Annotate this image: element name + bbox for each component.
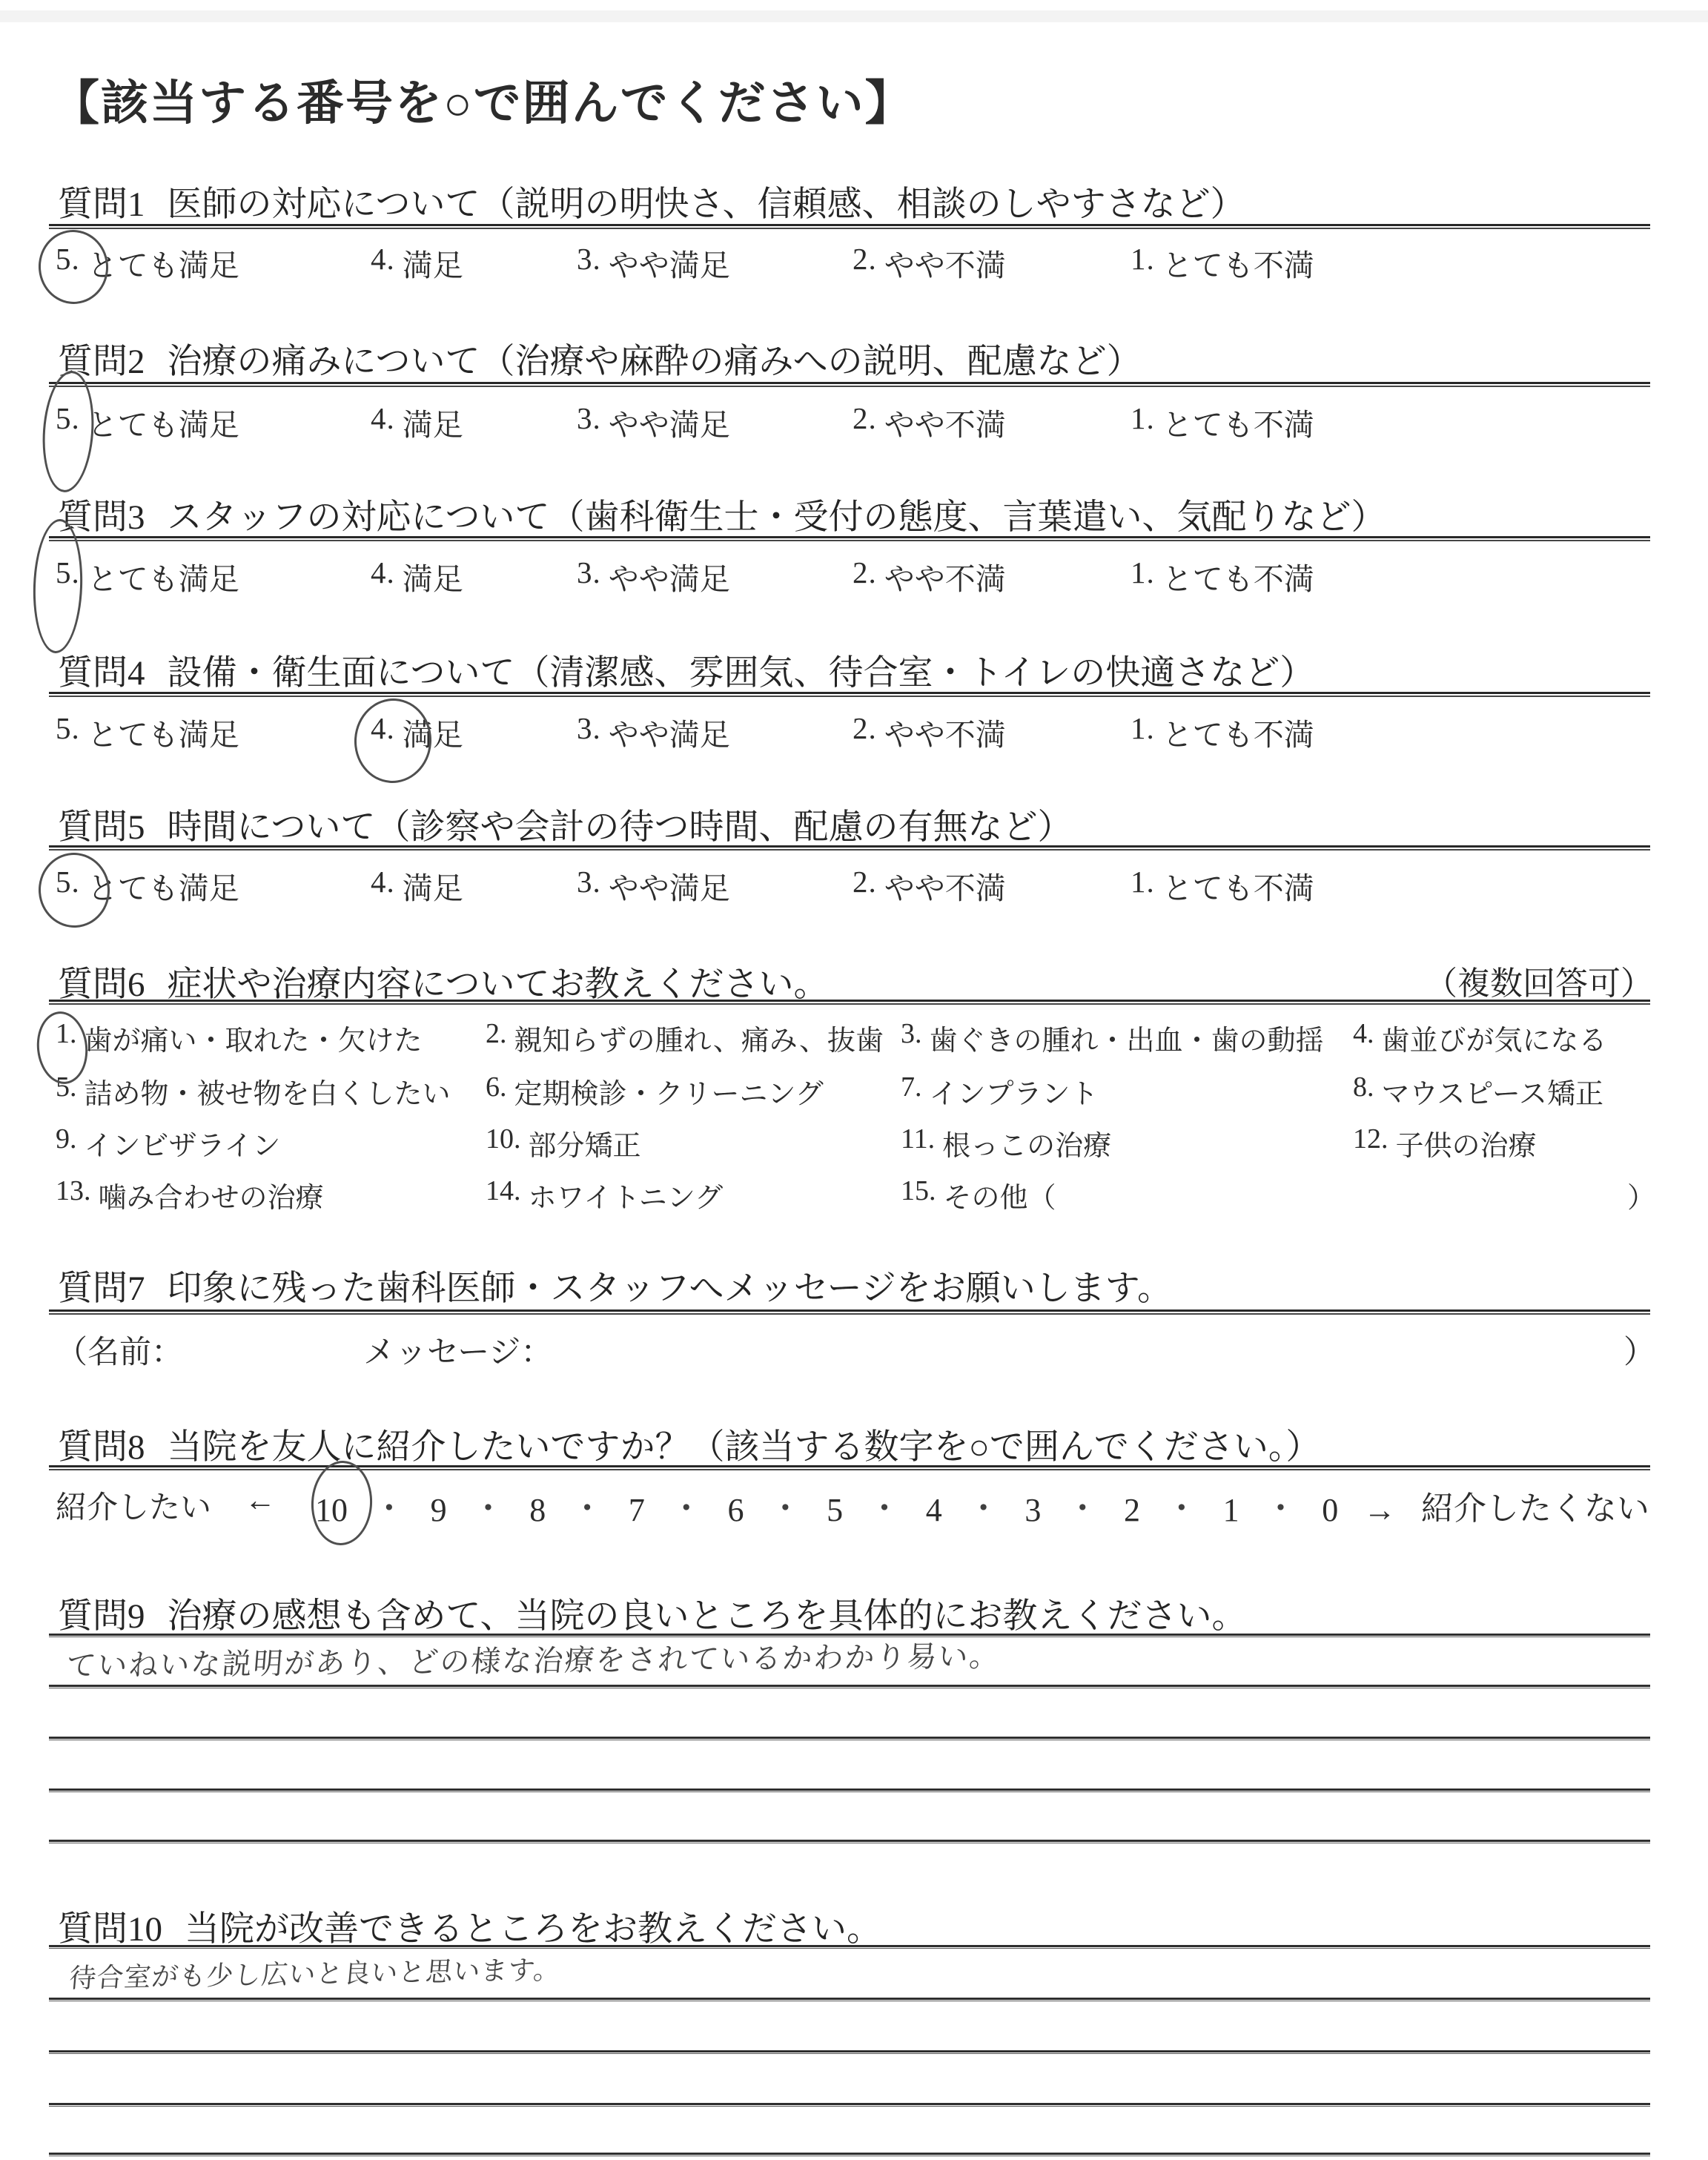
nps-separator: ・ (471, 1490, 505, 1527)
nps-number-5: 5 (827, 1492, 844, 1528)
q6-title: 症状や治療内容についてお教えください。 (167, 965, 829, 1004)
q10-line-3 (49, 2050, 1650, 2054)
q1-options (0, 241, 1708, 293)
q4-rule (49, 692, 1650, 697)
q1-rule (49, 224, 1650, 229)
q1-title: 医師の対応について（説明の明快さ、信頼感、相談のしやすさなど） (167, 185, 1245, 224)
q3-header (58, 489, 1386, 539)
q7-label: 質問7 (58, 1269, 145, 1308)
q6-option-9: 9. インビザライン (56, 1123, 281, 1162)
q5-option-3: 3. やや満足 (577, 865, 730, 905)
q10-title: 当院が改善できるところをお教えください。 (185, 1910, 881, 1949)
q5-options (0, 864, 1708, 916)
nps-number-4: 4 (925, 1492, 942, 1528)
nps-left-label: 紹介したい (56, 1491, 212, 1525)
q8-header (58, 1419, 1320, 1469)
q4-title: 設備・衛生面について（清潔感、雰囲気、待合室・トイレの快適さなど） (167, 654, 1315, 693)
nps-separator: ・ (867, 1490, 901, 1527)
nps-scale (315, 1482, 1649, 1529)
q4-selection-circle (351, 696, 434, 786)
q6-header (58, 957, 829, 1006)
q4-option-5: 5. とても満足 (56, 711, 239, 752)
nps-separator: ・ (1165, 1490, 1198, 1527)
q3-rule (49, 536, 1650, 541)
q7-close-paren: ） (1623, 1335, 1655, 1370)
left-arrow-icon: ← (245, 1484, 276, 1518)
q9-handwritten-answer: ていねいな説明があり、どの様な治療をされているかわかり易い。 (64, 1639, 1002, 1684)
q3-options (0, 555, 1708, 607)
q1-option-5: 5. とても満足 (56, 242, 239, 283)
q4-option-3: 3. やや満足 (577, 711, 730, 752)
q1-option-4: 4. 満足 (371, 242, 463, 283)
nps-number-8: 8 (529, 1492, 546, 1528)
q9-line-5 (49, 1840, 1650, 1843)
nps-separator: ・ (372, 1490, 406, 1527)
q6-option-12: 12. 子供の治療 (1353, 1123, 1537, 1162)
q2-options (0, 400, 1708, 452)
q7-title: 印象に残った歯科医師・スタッフへメッセージをお願いします。 (167, 1269, 1172, 1308)
q2-selection-circle (39, 369, 97, 494)
q10-line-1 (49, 1945, 1650, 1949)
q4-label: 質問4 (58, 654, 145, 693)
q2-header (58, 334, 1142, 383)
q10-handwritten-answer: 待合室がも少し広いと良いと思います。 (67, 1955, 563, 1995)
q6-option-8: 8. マウスピース矯正 (1353, 1071, 1603, 1110)
nps-number-7: 7 (628, 1492, 645, 1528)
q6-option-7: 7. インプラント (901, 1071, 1099, 1110)
q5-option-5: 5. とても満足 (56, 865, 239, 905)
q3-option-3: 3. やや満足 (577, 555, 730, 596)
q4-options (0, 710, 1708, 762)
scan-artifact-band (0, 10, 1708, 22)
q2-rule (49, 382, 1650, 387)
q1-option-3: 3. やや満足 (577, 242, 730, 283)
q5-label: 質問5 (58, 808, 145, 847)
q7-rule (49, 1309, 1650, 1315)
q9-line-3 (49, 1737, 1650, 1740)
q7-message-label: メッセージ： (363, 1335, 553, 1370)
q2-option-1: 1. とても不満 (1131, 401, 1314, 442)
q10-line-2 (49, 1998, 1650, 2001)
q6-option-15: 15. その他（ (901, 1175, 1056, 1214)
q5-rule (49, 845, 1650, 851)
nps-separator: ・ (967, 1490, 1000, 1527)
q2-option-2: 2. やや不満 (853, 401, 1006, 442)
q6-option-11: 11. 根っこの治療 (901, 1123, 1112, 1162)
nps-number-3: 3 (1025, 1492, 1042, 1528)
q1-option-1: 1. とても不満 (1131, 242, 1314, 283)
q6-option-14: 14. ホワイトニング (486, 1175, 724, 1214)
nps-separator: ・ (1066, 1490, 1099, 1527)
q4-option-1: 1. とても不満 (1131, 711, 1314, 752)
q6-rule (49, 1000, 1650, 1005)
nps-separator: ・ (669, 1490, 703, 1527)
q6-option-15-close-paren: ） (1627, 1183, 1656, 1214)
nps-number-9: 9 (430, 1492, 447, 1528)
q9-title: 治療の感想も含めて、当院の良いところを具体的にお教えください。 (167, 1597, 1247, 1636)
q8-rule (49, 1465, 1650, 1470)
q9-label: 質問9 (58, 1597, 145, 1636)
q2-option-4: 4. 満足 (371, 401, 463, 442)
q10-label: 質問10 (58, 1910, 162, 1949)
q6-option-10: 10. 部分矯正 (486, 1123, 641, 1162)
page-title: 【該当する番号を○で囲んでください】 (52, 77, 914, 130)
q5-selection-circle (36, 851, 113, 930)
q10-line-4 (49, 2103, 1650, 2107)
q6-option-1: 1. 歯が痛い・取れた・欠けた (56, 1018, 423, 1057)
q3-option-2: 2. やや不満 (853, 555, 1006, 596)
nps-separator: ・ (1264, 1490, 1297, 1527)
q4-header (58, 645, 1314, 695)
nps-number-6: 6 (727, 1492, 744, 1528)
q1-header (58, 176, 1245, 226)
q3-option-4: 4. 満足 (371, 555, 463, 596)
q6-option-6: 6. 定期検診・クリーニング (486, 1071, 824, 1110)
q10-header (58, 1901, 881, 1951)
q2-option-5: 5. とても満足 (56, 401, 239, 442)
q2-option-3: 3. やや満足 (577, 401, 730, 442)
q8-label: 質問8 (58, 1428, 145, 1467)
q7-name-label: （名前： (56, 1335, 183, 1370)
q4-option-2: 2. やや不満 (853, 711, 1006, 752)
q6-option-13: 13. 噛み合わせの治療 (56, 1175, 324, 1214)
q3-label: 質問3 (58, 498, 145, 537)
q3-selection-circle (31, 518, 85, 654)
q9-line-2 (49, 1685, 1650, 1688)
q4-option-4: 4. 満足 (371, 711, 463, 752)
q5-option-1: 1. とても不満 (1131, 865, 1314, 905)
q5-title: 時間について（診察や会計の待つ時間、配慮の有無など） (167, 808, 1073, 847)
q6-option-3: 3. 歯ぐきの腫れ・出血・歯の動揺 (901, 1018, 1324, 1057)
right-arrow-icon: → (1363, 1492, 1397, 1528)
nps-number-2: 2 (1124, 1492, 1140, 1528)
q5-header (58, 799, 1073, 849)
q6-option-4: 4. 歯並びが気になる (1353, 1018, 1607, 1057)
nps-number-0: 0 (1322, 1492, 1339, 1528)
q2-title: 治療の痛みについて（治療や麻酔の痛みへの説明、配慮など） (167, 343, 1142, 381)
q1-option-2: 2. やや不満 (853, 242, 1006, 283)
q6-option-5: 5. 詰め物・被せ物を白くしたい (56, 1071, 451, 1110)
q2-label: 質問2 (58, 343, 145, 381)
q6-option-2: 2. 親知らずの腫れ、痛み、抜歯 (486, 1018, 884, 1057)
q6-label: 質問6 (58, 965, 145, 1004)
q8-title: 当院を友人に紹介したいですか？（該当する数字を○で囲んでください。） (167, 1428, 1321, 1467)
q7-header (58, 1261, 1172, 1310)
q3-option-5: 5. とても満足 (56, 555, 239, 596)
nps-right-label: 紹介したくない (1420, 1490, 1649, 1527)
q5-option-4: 4. 満足 (371, 865, 463, 905)
nps-separator: ・ (769, 1490, 802, 1527)
q9-line-4 (49, 1789, 1650, 1792)
nps-number-10: 10 (315, 1492, 348, 1528)
q8-selection-circle (309, 1459, 374, 1547)
q9-header (58, 1588, 1247, 1638)
nps-separator: ・ (571, 1490, 604, 1527)
q1-label: 質問1 (58, 185, 145, 224)
q6-note: （複数回答可） (1425, 965, 1653, 1002)
q1-selection-circle (36, 227, 111, 307)
q10-line-5 (49, 2153, 1650, 2156)
q5-option-2: 2. やや不満 (853, 865, 1006, 905)
nps-number-1: 1 (1222, 1492, 1239, 1528)
q3-option-1: 1. とても不満 (1131, 555, 1314, 596)
q3-title: スタッフの対応について（歯科衛生士・受付の態度、言葉遣い、気配りなど） (167, 498, 1386, 537)
